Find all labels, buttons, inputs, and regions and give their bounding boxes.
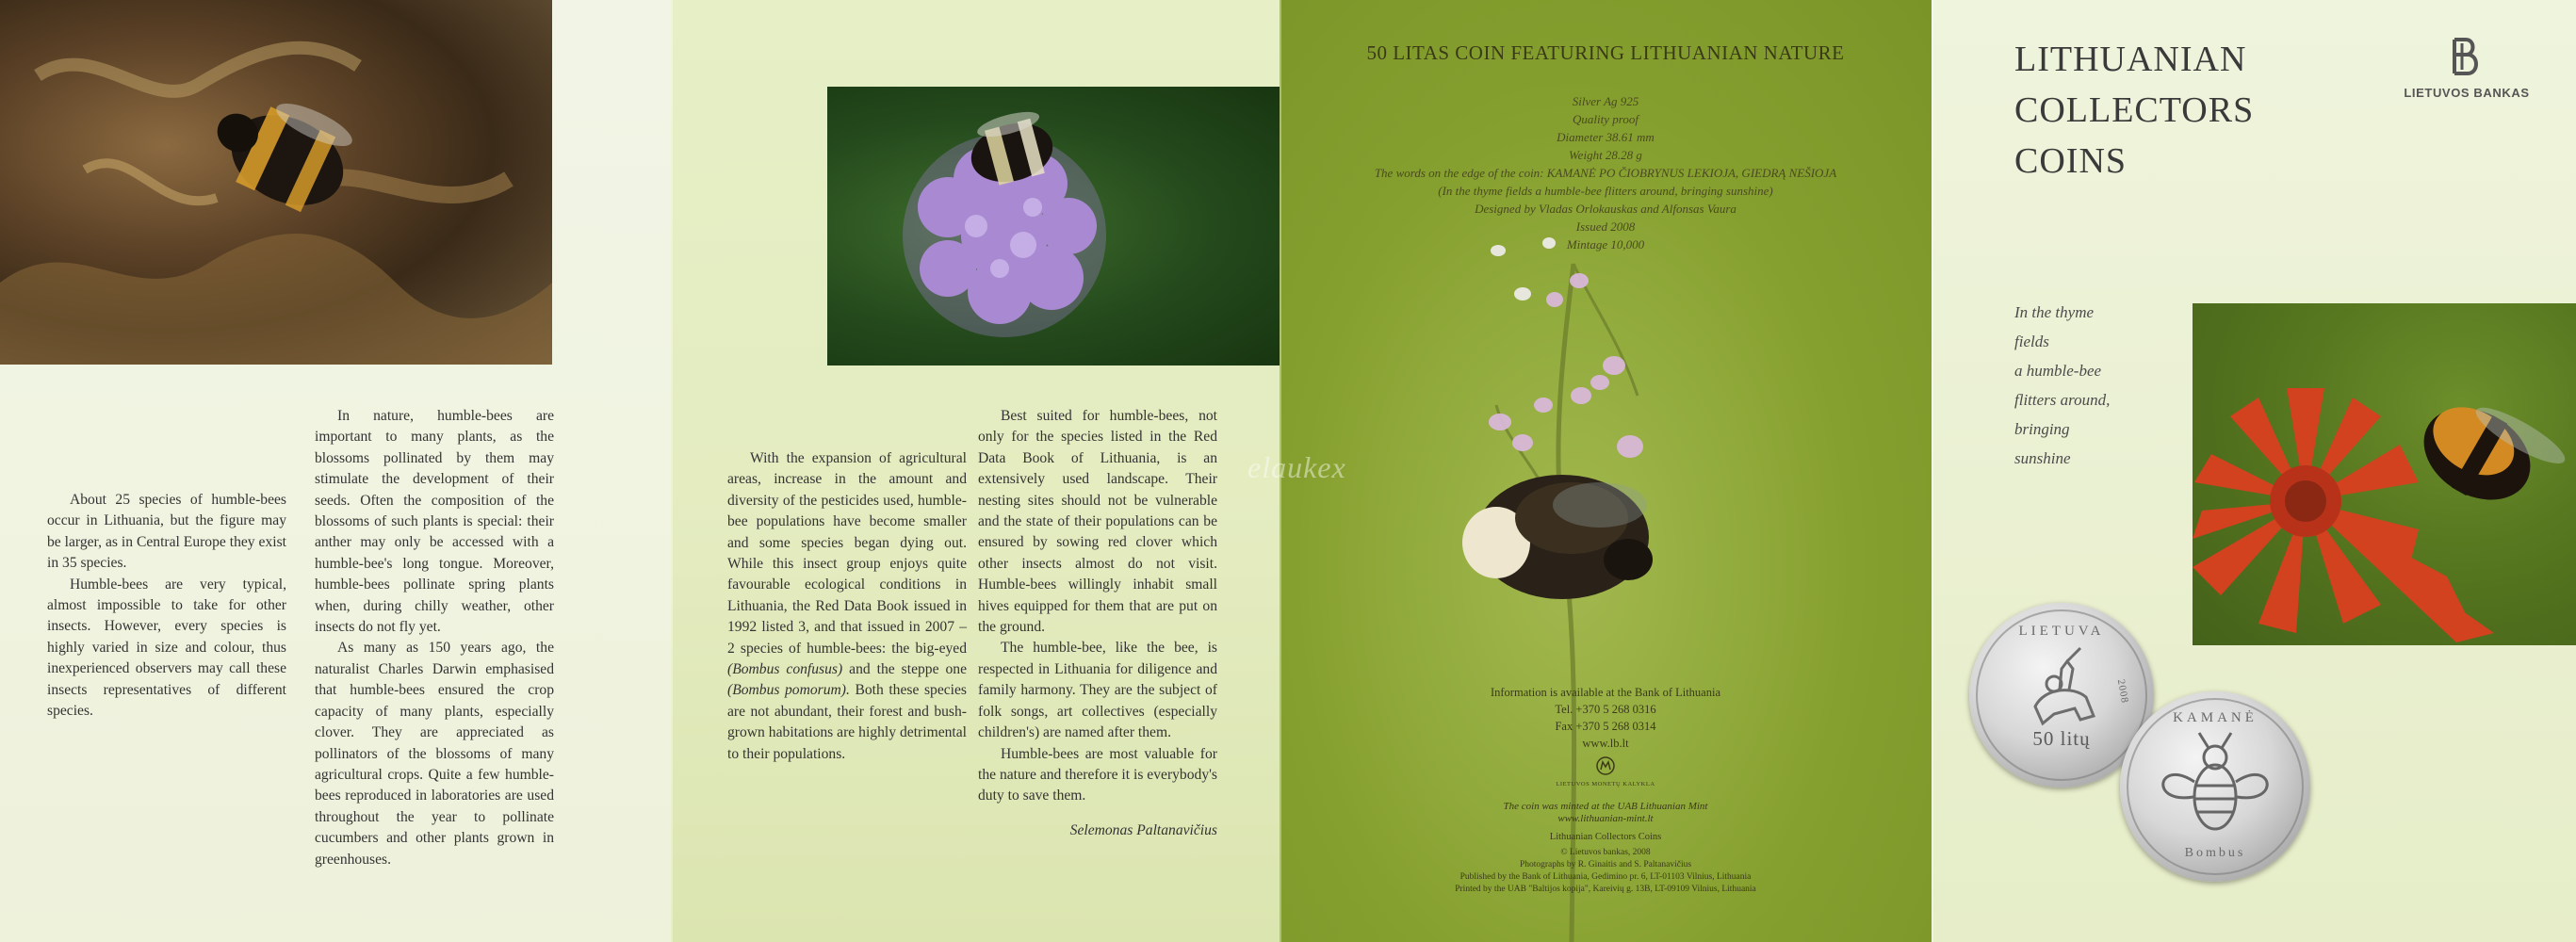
coin-year: 2008 [2114, 678, 2131, 705]
imprint-line: Published by the Bank of Lithuania, Gedimino pr. 6, LT-01103 Vilnius, Lithuania [1459, 872, 1752, 882]
paragraph: Humble-bees are very typical, almost impossible to take for other insects. However, every species is highly varied in size and colour, thus inexperienced observers may call these insects representatives of different species. [47, 576, 286, 720]
mint-label: LIETUVOS MONETŲ KALYKLA [1556, 781, 1655, 788]
poem-line: In the thyme [2014, 303, 2095, 321]
spec-line: Quality proof [1573, 112, 1639, 126]
cover-title-line: COLLECTORS [2014, 90, 2255, 130]
poem-line: fields [2014, 333, 2049, 350]
info-line: Fax +370 5 268 0314 [1555, 720, 1656, 733]
poem-line: flitters around, [2014, 391, 2111, 409]
text-column-right [315, 406, 554, 870]
info-line: Tel. +370 5 268 0316 [1555, 703, 1656, 716]
panel-conservation [671, 0, 1280, 942]
fold-line [1932, 0, 1933, 942]
info-line: www.lb.lt [1582, 737, 1629, 750]
species-name: (Bombus pomorum). [727, 682, 850, 699]
text-run: and the steppe one [849, 661, 968, 678]
bumblebee-on-coneflower-photo [2193, 303, 2576, 645]
imprint [1280, 801, 1932, 896]
text-run: With the expansion of agricultural areas, increase in the amount and diversity of the pesticides used, humble-bee populations have become smaller and some species began dying out. While this insect group enjoys quite favourable ecological conditions in Lithuania, the Red Data Book issued in 1992 listed 3, and that issued in 2007 – 2 species of humble-bees: the big-eyed [727, 450, 967, 657]
paragraph: The humble-bee, like the bee, is respected in Lithuania for diligence and family harmony. They are the subject of folk songs, art collectives (especially children's) are named after them. [978, 640, 1217, 741]
mint-url: www.lithuanian-mint.lt [1557, 813, 1654, 824]
series-name: Lithuanian Collectors Coins [1549, 832, 1662, 842]
cover-title-line: COINS [2014, 141, 2128, 181]
poem-line: sunshine [2014, 449, 2071, 467]
bank-logo-icon [2451, 38, 2483, 75]
text-column-left [47, 490, 286, 722]
fold-line [671, 0, 673, 942]
watermark: elaukex [1247, 450, 1346, 484]
spec-line: Designed by Vladas Orlokauskas and Alfonsas Vaura [1475, 202, 1736, 216]
contact-info [1280, 684, 1932, 793]
spec-line: Diameter 38.61 mm [1557, 130, 1655, 144]
mint-note: The coin was minted at the UAB Lithuanian Mint [1503, 801, 1708, 812]
spec-line: The words on the edge of the coin: KAMANĖ PO ČIOBRYNUS LEKIOJA, GIEDRĄ NEŠIOJA [1374, 166, 1837, 180]
info-line: Information is available at the Bank of Lithuania [1490, 686, 1721, 699]
species-name: (Bombus confusus) [727, 661, 843, 678]
paragraph [727, 448, 967, 765]
spec-line: Weight 28.28 g [1569, 148, 1642, 162]
bank-logo [2391, 38, 2542, 100]
mint-logo-icon [1595, 755, 1616, 776]
coin-legend: LIETUVA [2018, 624, 2105, 639]
bumblebee-on-scabious-photo [827, 87, 1280, 365]
text-run: Both these species are not abundant, their forest and bush-grown habitations are highly detrimental to their populations. [727, 682, 967, 762]
panel-bee-intro [0, 0, 671, 942]
panel-cover [1932, 0, 2576, 942]
coin-legend: KAMANĖ [2173, 710, 2258, 725]
cover-title-line: LITHUANIAN [2014, 40, 2247, 79]
poem-line: a humble-bee [2014, 362, 2102, 380]
spec-line: Silver Ag 925 [1572, 94, 1639, 108]
cover-poem [2014, 298, 2110, 473]
coin-reverse [2120, 691, 2310, 882]
bumblebee-on-leaves-photo [0, 0, 552, 365]
imprint-line: © Lietuvos bankas, 2008 [1560, 848, 1651, 857]
coin-legend: Bombus [2184, 846, 2246, 860]
paragraph: In nature, humble-bees are important to many plants, as the blossoms pollinated by them may stimulate the development of their seeds. Often the composition of the blossoms of such plants is special: their anther may only be accessed with a humble-bee's long tongue. Moreover, humble-bees pollinate spring plants when, during chilly weather, other insects do not fly yet. [315, 408, 554, 636]
cover-title [2014, 34, 2254, 187]
paragraph: Humble-bees are most valuable for the nature and therefore it is everybody's duty to save them. [978, 745, 1217, 804]
paragraph: Best suited for humble-bees, not only for the species listed in the Red Data Book of Lithuania, is an extensively used landscape. Their nesting sites should not be vulnerable and the state of their populations can be ensured by sowing red clover which other insects almost do not visit. Humble-bees willingly inhabit small hives equipped for them that are put on the ground. [978, 408, 1217, 636]
author-signature: Selemonas Paltanavičius [1069, 821, 1217, 838]
imprint-line: Photographs by R. Ginaitis and S. Paltanavičius [1519, 860, 1692, 869]
text-column-left [727, 448, 967, 765]
paragraph: As many as 150 years ago, the naturalist Charles Darwin emphasised that humble-bees ensured the crop capacity of many plants, especially clover. They are appreciated as pollinators of the blossoms of many agricultural crops. Quite a few humble-bees reproduced in laboratories are used throughout the year to pollinate cucumbers and other plants grown in greenhouses. [315, 640, 554, 868]
spec-line: Mintage 10,000 [1566, 237, 1645, 252]
coin-denomination: 50 litų [2032, 727, 2091, 750]
coin-specifications [1280, 92, 1932, 253]
poem-line: bringing [2014, 420, 2070, 438]
spec-line: Issued 2008 [1575, 219, 1636, 234]
coin-title: 50 LITAS COIN FEATURING LITHUANIAN NATURE [1366, 41, 1845, 64]
bank-name: LIETUVOS BANKAS [2404, 86, 2530, 100]
text-column-right [978, 406, 1217, 841]
paragraph: About 25 species of humble-bees occur in Lithuania, but the figure may be larger, as in Central Europe they exist in 35 species. [47, 492, 286, 572]
imprint-line: Printed by the UAB "Baltijos kopija", Kareivių g. 13B, LT-09109 Vilnius, Lithuania [1455, 885, 1756, 894]
panel-coin-specs [1280, 0, 1932, 942]
spec-line: (In the thyme fields a humble-bee flitters around, bringing sunshine) [1438, 184, 1773, 198]
